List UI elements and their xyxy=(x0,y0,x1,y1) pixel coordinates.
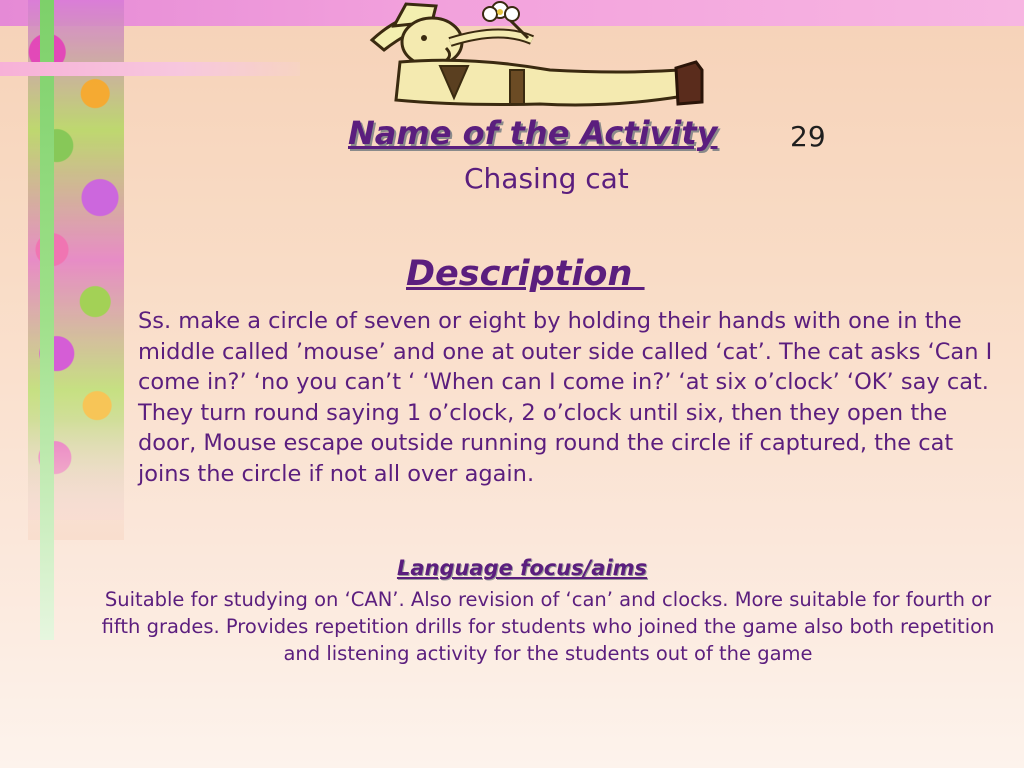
language-focus-text: Suitable for studying on ‘CAN’. Also revision of ‘can’ and clocks. More suitable for fourth or fifth grades. Provides repetition drills for students who joined the game also both repetition and listening activity for the students out of the game xyxy=(101,588,995,665)
vertical-green-line xyxy=(40,0,54,640)
horizontal-pink-line xyxy=(0,62,300,76)
title-row xyxy=(348,112,848,160)
description-text: Ss. make a circle of seven or eight by holding their hands with one in the middle called ’mouse’ and one at outer side called ‘cat’. The cat asks ‘Can I come in?’ ‘no you can’t ‘ ‘When can I come in?’ ‘at six o’clock’ ‘OK’ say cat. They turn round saying 1 o’clock, 2 o’clock until six, then they open the door, Mouse escape outside running round the circle if captured, the cat joins the circle if not all over again. xyxy=(138,308,993,487)
slide-number: 29 xyxy=(790,120,826,153)
relaxing-man-with-flower-icon xyxy=(350,0,720,116)
page-title: Name of the Activity xyxy=(348,114,718,152)
description-heading: Description xyxy=(406,254,645,294)
language-focus-heading: Language focus/aims xyxy=(396,556,648,580)
activity-name: Chasing cat xyxy=(464,162,629,195)
